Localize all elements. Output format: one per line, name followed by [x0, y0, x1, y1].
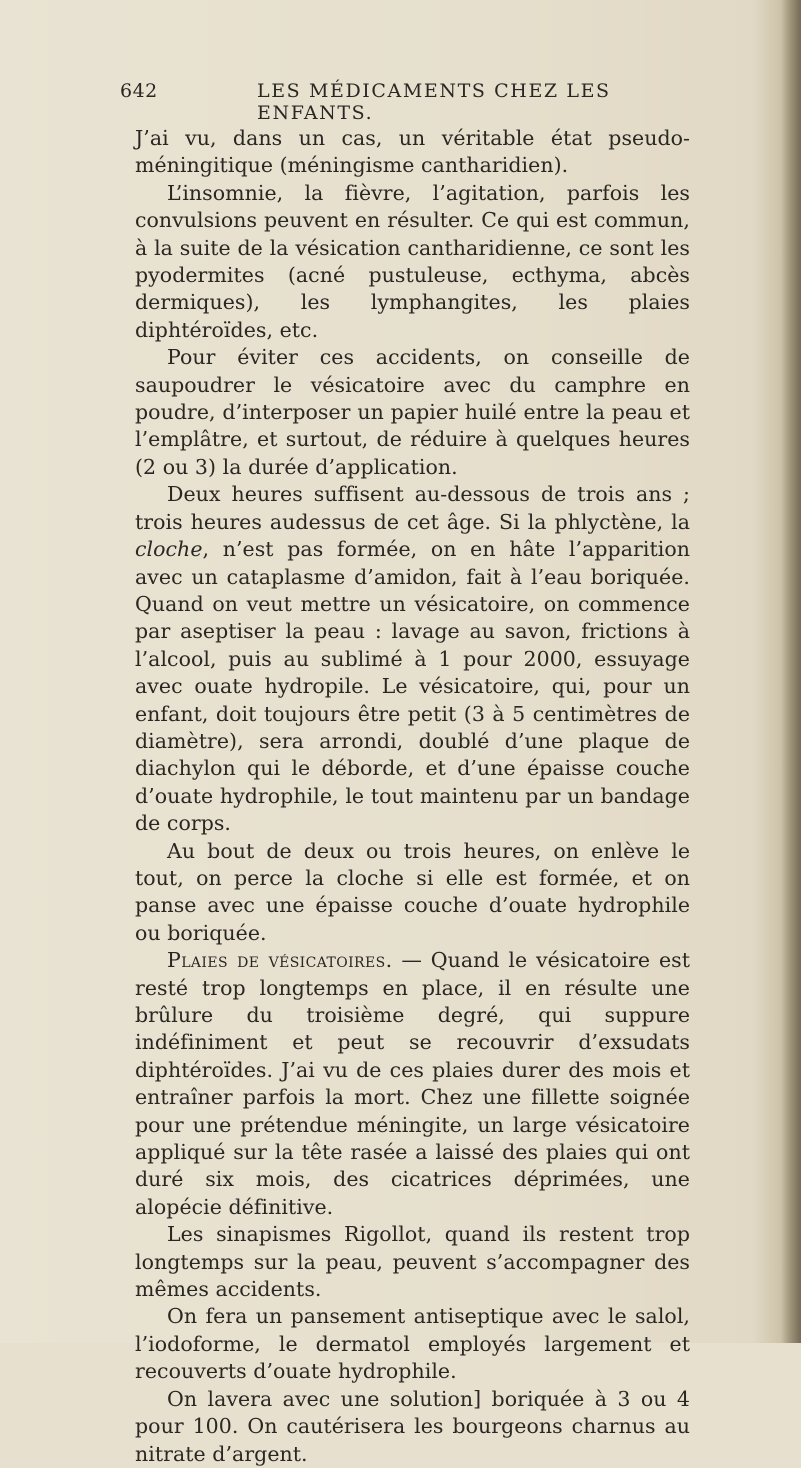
body-text: [135, 125, 690, 1468]
paragraph-3: Pour éviter ces accidents, on conseille de saupoudrer le vésicatoire avec du camphre en poudre, d’interposer un papier huilé entre la peau et l’emplâtre, et surtout, de réduire à quelques heures (2 ou 3) la durée d’application.: [135, 345, 690, 479]
section-heading-plaies: Plaies de vésicatoires.: [167, 948, 393, 973]
paragraph-6-text: — Quand le vésicatoire est resté trop longtemps en place, il en résulte une brûlure du troisième degré, qui suppure indéfiniment et peut se recouvrir d’exsudats diphtéroïdes. J’ai vu de ces plaies durer des mois et entraîner parfois la mort. Chez une fillette soignée pour une prétendue méningite, un large vésicatoire appliqué sur la tête rasée a laissé des plaies qui ont duré six mois, des cicatrices déprimées, une alopécie définitive.: [135, 948, 690, 1219]
running-header: [120, 80, 700, 124]
paragraph-9: On lavera avec une solution] boriquée à 3 ou 4 pour 100. On cautérisera les bourgeons charnus au nitrate d’argent.: [135, 1386, 690, 1466]
paragraph-7: Les sinapismes Rigollot, quand ils restent trop longtemps sur la peau, peuvent s’accompagner des mêmes accidents.: [135, 1222, 690, 1302]
paragraph-1: J’ai vu, dans un cas, un véritable état pseudo-méningitique (méningisme cantharidien).: [135, 126, 690, 178]
paragraph-6: [135, 947, 690, 1221]
paragraph-4-end: , n’est pas formée, on en hâte l’apparition avec un cataplasme d’amidon, fait à l’eau boriquée. Quand on veut mettre un vésicatoire, on commence par aseptiser la peau : lavage au savon, frictions à l’alcool, puis au sublimé à 1 pour 2000, essuyage avec ouate hydropile. Le vésicatoire, qui, pour un enfant, doit toujours être petit (3 à 5 centimètres de diamètre), sera arrondi, doublé d’une plaque de diachylon qui le déborde, et d’une épaisse couche d’ouate hydrophile, le tout maintenu par un bandage de corps.: [135, 537, 690, 836]
italic-term-cloche: cloche: [135, 537, 203, 562]
paragraph-2: L’insomnie, la fièvre, l’agitation, parfois les convulsions peuvent en résulter. Ce qui est commun, à la suite de la vésication cantharidienne, ce sont les pyodermites (acné pustuleuse, ecthyma, abcès dermiques), les lymphangites, les plaies diphtéroïdes, etc.: [135, 180, 690, 342]
page-number: 642: [120, 80, 158, 102]
paragraph-4-start: Deux heures suffisent au-dessous de trois ans ; trois heures audessus de cet âge. Si la phlyctène, la: [135, 482, 690, 534]
page-edge-shadow: [781, 0, 801, 1343]
paragraph-5: Au bout de deux ou trois heures, on enlève le tout, on perce la cloche si elle est formée, et on panse avec une épaisse couche d’ouate hydrophile ou boriquée.: [135, 838, 690, 945]
paragraph-8: On fera un pansement antiseptique avec le salol, l’iodoforme, le dermatol employés largement et recouverts d’ouate hydrophile.: [135, 1304, 690, 1384]
paragraph-4: [135, 481, 690, 837]
running-title: LES MÉDICAMENTS CHEZ LES ENFANTS.: [257, 80, 611, 124]
